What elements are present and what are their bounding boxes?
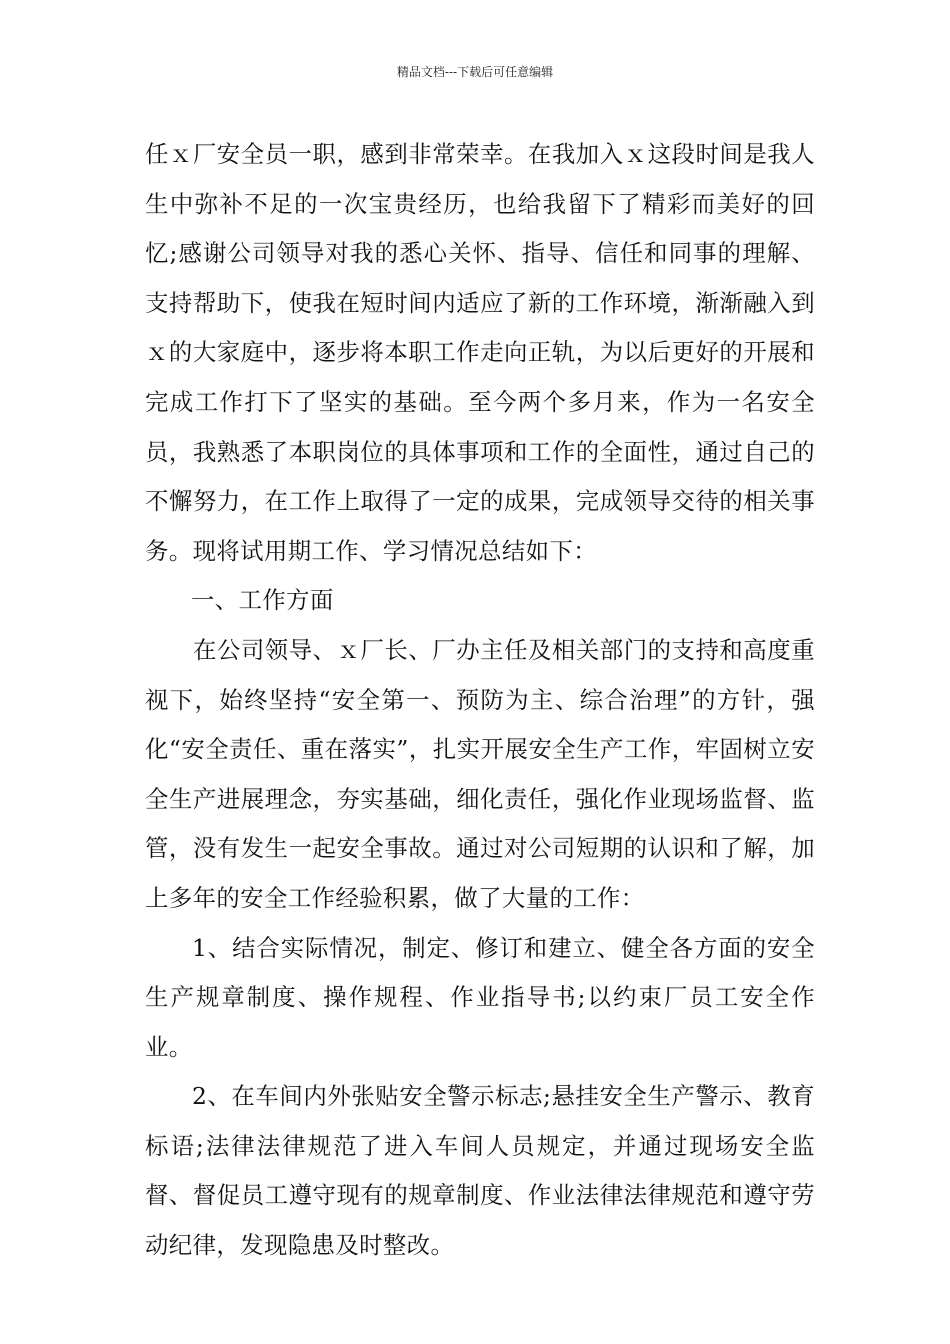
list-item-2: 2、在车间内外张贴安全警示标志;悬挂安全生产警示、教育标语;法律法律规范了进入车间人员规定，并通过现场安全监督、督促员工遵守现有的规章制度、作业法律法律规范和遵守劳动纪律，发现隐患及时整改。 (145, 1082, 815, 1260)
list-item-1: 1、结合实际情况，制定、修订和建立、健全各方面的安全生产规章制度、操作规程、作业指导书;以约束厂员工安全作业。 (145, 933, 815, 1061)
work-paragraph: 在公司领导、ｘ厂长、厂办主任及相关部门的支持和高度重视下，始终坚持“安全第一、预防为主、综合治理”的方针，强化“安全责任、重在落实”，扎实开展安全生产工作，牢固树立安全生产进展理念，夯实基础，细化责任，强化作业现场监督、监管，没有发生一起安全事故。通过对公司短期的认识和了解，加上多年的安全工作经验积累，做了大量的工作： (145, 635, 815, 912)
section-heading: 一、工作方面 (191, 586, 334, 615)
page-header: 精品文档---下载后可任意编辑 (396, 65, 554, 79)
document-body (145, 130, 815, 1271)
intro-paragraph: 任ｘ厂安全员一职，感到非常荣幸。在我加入ｘ这段时间是我人生中弥补不足的一次宝贵经历，也给我留下了精彩而美好的回忆;感谢公司领导对我的悉心关怀、指导、信任和同事的理解、支持帮助下，使我在短时间内适应了新的工作环境，渐渐融入到ｘ的大家庭中，逐步将本职工作走向正轨，为以后更好的开展和完成工作打下了坚实的基础。至今两个多月来，作为一名安全员，我熟悉了本职岗位的具体事项和工作的全面性，通过自己的不懈努力，在工作上取得了一定的成果，完成领导交待的相关事务。现将试用期工作、学习情况总结如下： (145, 140, 815, 565)
